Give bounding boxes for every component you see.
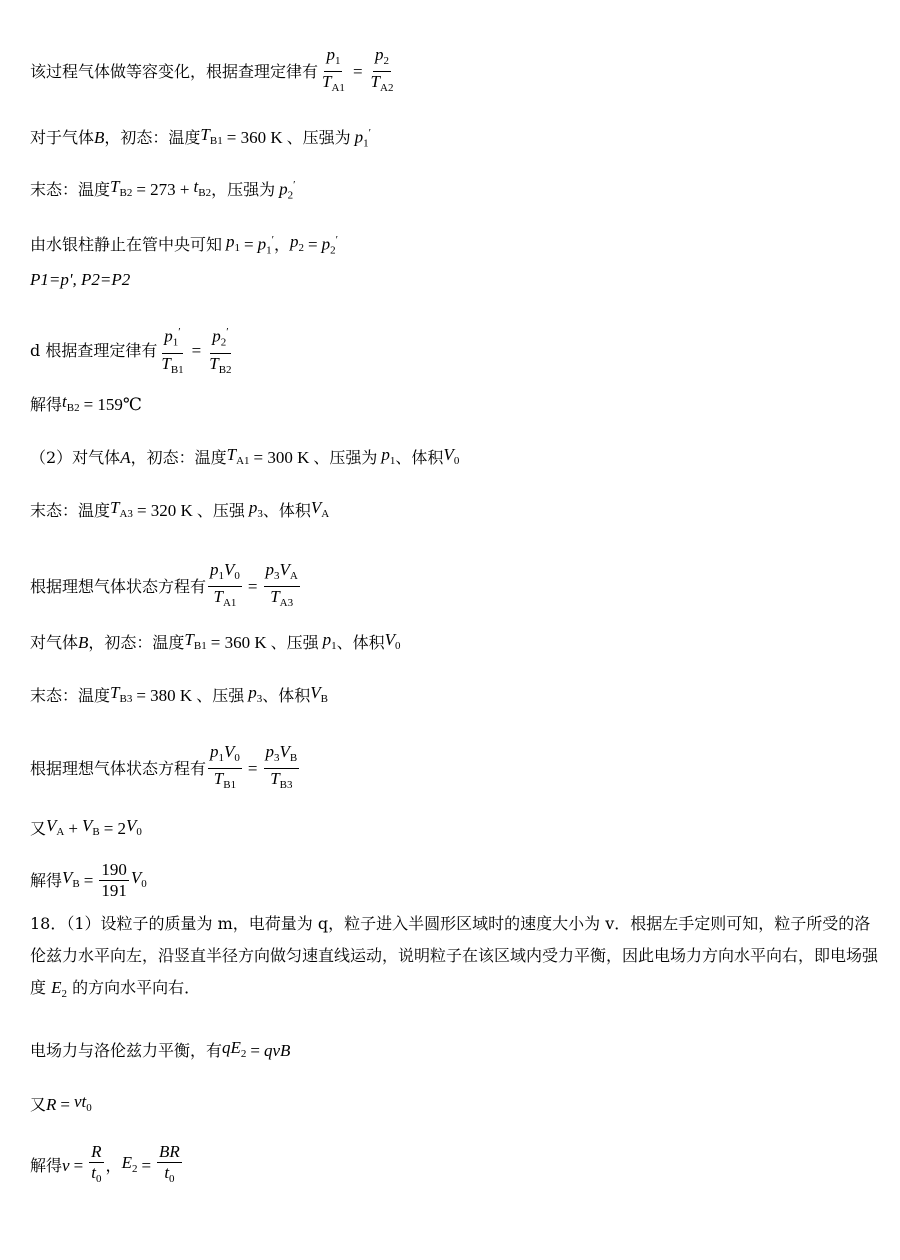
q18-paragraph: 18．（1）设粒子的质量为 m，电荷量为 q，粒子进入半圆形区域时的速度大小为 v．根据左手定则可知，粒子所受的洛伦兹力水平向左，沿竖直半径方向做匀速直线运动，说明粒子在该区域内受力平衡，因此电场力方向水平向右，即电场强度 $E_2$ 的方向水平向右．: [30, 914, 879, 1000]
text: 电场力与洛伦兹力平衡，有: [30, 1041, 223, 1060]
denominator: 191: [101, 881, 127, 900]
text: 、压强: [196, 501, 245, 520]
line-solve-tb2: 解得 $t_{B2}$ = 159℃: [30, 392, 142, 414]
text: ，压强为: [211, 180, 276, 200]
fraction-pB2: $\frac{p_2'}{T_{B2}}$: [207, 322, 233, 380]
text: 、体积: [262, 501, 311, 520]
line-ideal-gas-b: 根据理想气体状态方程有 $\frac{p_1V_0}{T_{B1}}$ = $\frac{p_3V_B}{T_{B3}}$: [30, 742, 301, 795]
line-volume-sum: 又 $V_A$ + $V_B$ = 2 $V_0$: [30, 816, 142, 838]
fraction-br-t0: $\frac{BR}{t_0}$: [159, 1142, 180, 1185]
line-gas-b-final: 末态：温度 $T_{B2}$ = 273 + $t_{B2}$ ，压强为 $p_2'$: [30, 177, 296, 202]
value: = 159℃: [83, 395, 142, 414]
text: 解得: [30, 395, 63, 414]
text: d 根据查理定律有: [30, 340, 158, 360]
var-a: A: [120, 448, 131, 467]
text: 对于气体: [30, 128, 95, 148]
var-b: B: [78, 633, 89, 652]
text: 、压强: [270, 633, 319, 652]
fraction-190-191: [99, 860, 129, 901]
line-radius: 又 R = $vt_0$: [30, 1092, 92, 1114]
line-solve-v: 解得 v = $\frac{R}{t_0}$ ， $E_2$ = $\frac{BR}{t_0}$: [30, 1142, 184, 1189]
value: = 360 K: [226, 128, 283, 148]
value: = 2: [103, 819, 127, 838]
fraction-b-right: $\frac{p_3V_B}{T_{B3}}$: [265, 742, 298, 791]
text: 、体积: [336, 633, 385, 652]
fraction-pB1: $\frac{p_1'}{T_{B1}}$: [159, 322, 185, 380]
text: 又: [30, 1095, 47, 1114]
text: 由水银柱静止在管中央可知: [30, 235, 223, 255]
line-force-balance: 电场力与洛伦兹力平衡，有 $qE_2$ = qvB: [30, 1038, 291, 1060]
text: ，初态：温度: [104, 128, 201, 148]
line-gas-a-final: 末态：温度 $T_{A3}$ = 320 K 、压强 $p_3$ 、体积 $V_A$: [30, 498, 330, 520]
value: = 380 K: [136, 686, 193, 705]
line-mercury: 由水银柱静止在管中央可知 $p_1$ = $p_1'$ ， $p_2$ = $p_2'$: [30, 232, 339, 257]
text: 解得: [30, 1155, 63, 1175]
line-gas-b-final-2: 末态：温度 $T_{B3}$ = 380 K 、压强 $p_3$ 、体积 $V_B$: [30, 683, 328, 705]
text: 、体积: [262, 686, 311, 705]
text: P1=p', P2=P2: [30, 270, 131, 289]
text: ，初态：温度: [88, 633, 185, 652]
text: 、体积: [395, 448, 444, 467]
fraction-pA: $\frac{p_1}{T_{A1}}$: [322, 45, 345, 94]
text: 该过程气体做等容变化，根据查理定律有: [30, 61, 319, 81]
line-note: [30, 270, 130, 290]
value: = 360 K: [210, 633, 267, 652]
text: 又: [30, 819, 47, 838]
text: 根据理想气体状态方程有: [30, 576, 207, 596]
text: 、压强为: [313, 448, 378, 467]
text: 解得: [30, 870, 63, 890]
fraction-r-t0: $\frac{R}{t_0}$: [91, 1142, 102, 1185]
text: 对气体: [30, 633, 79, 652]
fraction-a-left: $\frac{p_1V_0}{T_{A1}}$: [210, 560, 240, 609]
text: ，初态：温度: [130, 448, 227, 467]
line-gas-b-initial: 对于气体 B ，初态：温度 $T_{B1}$ = 360 K 、压强为 $p_1'$: [30, 125, 372, 150]
value: = 320 K: [136, 501, 193, 520]
line-ideal-gas-a: 根据理想气体状态方程有 $\frac{p_1V_0}{T_{A1}}$ = $\frac{p_3V_A}{T_{A3}}$: [30, 560, 302, 613]
numerator: 190: [101, 860, 127, 879]
text: 、压强: [196, 686, 245, 705]
line-solve-vb: 解得 $V_B$ = $\frac{190}{191}$ $V_0$: [30, 860, 147, 900]
line-part2-gas-a: （2）对气体 A ，初态：温度 $T_{A1}$ = 300 K 、压强为 $p_1$ 、体积 $V_0$: [30, 445, 460, 467]
text: 末态：温度: [30, 686, 111, 705]
text: 末态：温度: [30, 501, 111, 520]
text: 末态：温度: [30, 180, 111, 200]
line-gas-b-initial-2: 对气体 B ，初态：温度 $T_{B1}$ = 360 K 、压强 $p_1$ 、体积 $V_0$: [30, 630, 401, 652]
line-isochoric: 该过程气体做等容变化，根据查理定律有 $\frac{p_1}{T_{A1}}$ = $\frac{p_2}{T_{A2}}$: [30, 45, 397, 98]
value: = 300 K: [253, 448, 310, 467]
text: 的方向水平向右．: [72, 978, 201, 997]
fraction-pA2: $\frac{p_2}{T_{A2}}$: [370, 45, 394, 94]
text: （2）对气体: [30, 448, 121, 467]
line-charles-b: d 根据查理定律有 $\frac{p_1'}{T_{B1}}$ = $\frac{p_2'}{T_{B2}}$: [30, 322, 236, 380]
var-b: B: [94, 128, 105, 148]
fraction-a-right: $\frac{p_3V_A}{T_{A3}}$: [265, 560, 298, 609]
text: 、压强为: [286, 128, 351, 148]
fraction-b-left: $\frac{p_1V_0}{T_{B1}}$: [210, 742, 240, 791]
text: 根据理想气体状态方程有: [30, 758, 207, 778]
value: = 273 +: [136, 180, 190, 200]
text: 18．（1）设粒子的质量为 m，电荷量为 q，粒子进入半圆形区域时的速度大小为 v．根据左手定则可知，粒子所受的洛伦兹力水平向左，沿竖直半径方向做匀速直线运动，说明粒子在该区域内受力平衡，因此电场力方向水平向右，即电场强度: [30, 914, 879, 997]
